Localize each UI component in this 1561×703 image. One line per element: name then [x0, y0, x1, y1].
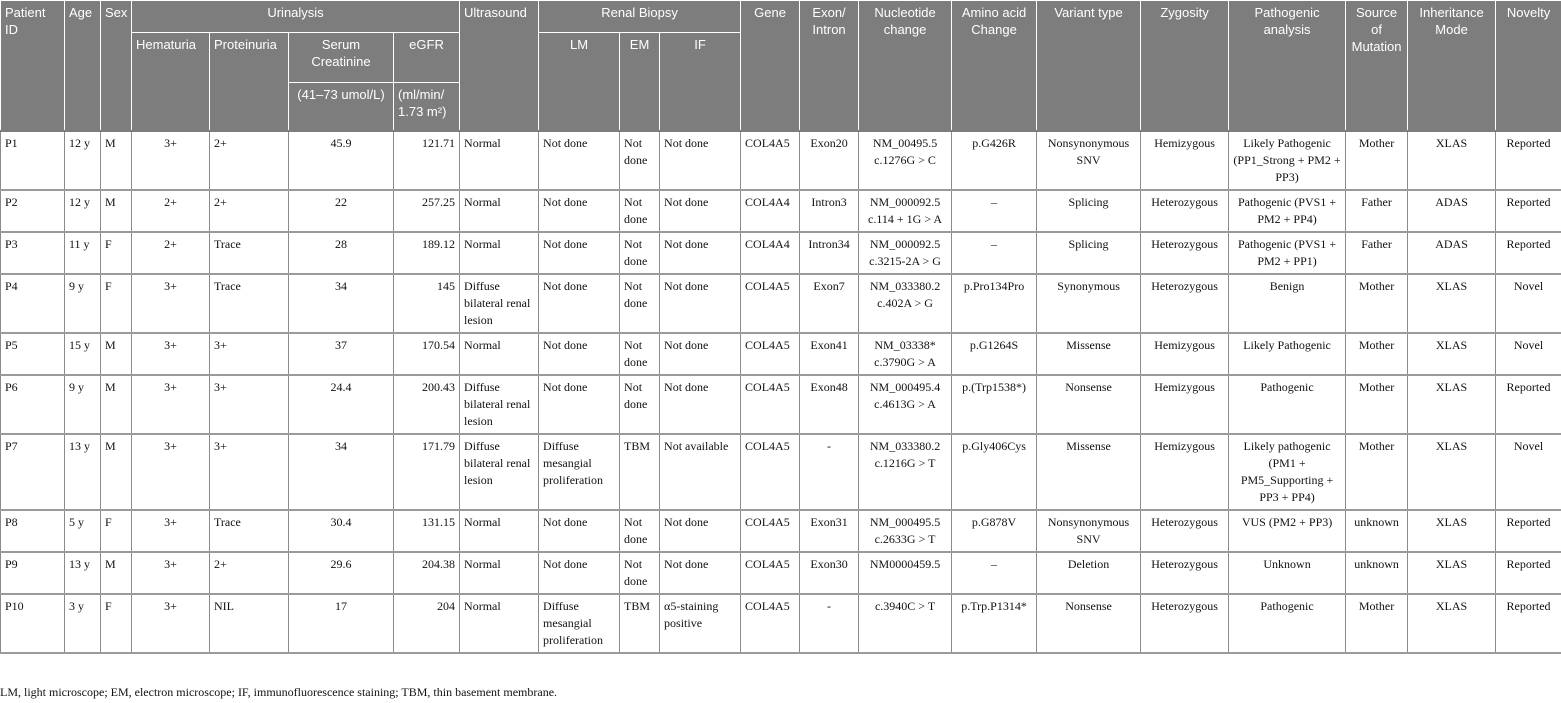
- cell-if: Not done: [660, 274, 741, 333]
- col-header-source-of-mutation: Source of Mutation: [1346, 1, 1408, 131]
- cell-novelty: Novel: [1496, 434, 1561, 510]
- cell-inheritance-mode: XLAS: [1408, 274, 1496, 333]
- col-header-hematuria: Hematuria: [132, 33, 210, 131]
- cell-amino-acid-change: –: [952, 552, 1037, 594]
- cell-age: 12 y: [65, 190, 101, 232]
- col-header-lm: LM: [539, 33, 620, 131]
- cell-em: Not done: [620, 131, 660, 190]
- cell-patient-id: P1: [1, 131, 65, 190]
- cell-serum-creatinine: 34: [289, 274, 394, 333]
- cell-variant-type: Nonsense: [1037, 375, 1141, 434]
- cell-exon-intron: Exon7: [800, 274, 859, 333]
- table-row: [1, 333, 1561, 375]
- cell-ultrasound: Diffuse bilateral renal lesion: [460, 274, 539, 333]
- cell-pathogenic-analysis: Pathogenic: [1229, 594, 1346, 653]
- table-row: [1, 434, 1561, 510]
- cell-ultrasound: Normal: [460, 510, 539, 552]
- cell-if: Not available: [660, 434, 741, 510]
- cell-variant-type: Missense: [1037, 434, 1141, 510]
- cell-lm: Not done: [539, 131, 620, 190]
- cell-exon-intron: Intron34: [800, 232, 859, 274]
- cell-egfr: 200.43: [394, 375, 460, 434]
- cell-hematuria: 3+: [132, 274, 210, 333]
- col-header-variant-type: Variant type: [1037, 1, 1141, 131]
- cell-serum-creatinine: 34: [289, 434, 394, 510]
- cell-em: Not done: [620, 232, 660, 274]
- cell-hematuria: 3+: [132, 434, 210, 510]
- cell-amino-acid-change: p.(Trp1538*): [952, 375, 1037, 434]
- cell-zygosity: Heterozygous: [1141, 274, 1229, 333]
- cell-patient-id: P8: [1, 510, 65, 552]
- col-header-gene: Gene: [741, 1, 800, 131]
- cell-zygosity: Heterozygous: [1141, 552, 1229, 594]
- cell-novelty: Reported: [1496, 594, 1561, 653]
- col-header-renal-biopsy: Renal Biopsy: [539, 1, 741, 33]
- cell-zygosity: Heterozygous: [1141, 510, 1229, 552]
- col-header-if: IF: [660, 33, 741, 131]
- cell-novelty: Reported: [1496, 375, 1561, 434]
- table-row: [1, 375, 1561, 434]
- cell-exon-intron: -: [800, 434, 859, 510]
- cell-sex: M: [101, 333, 132, 375]
- cell-zygosity: Heterozygous: [1141, 232, 1229, 274]
- cell-egfr: 189.12: [394, 232, 460, 274]
- col-header-proteinuria: Proteinuria: [210, 33, 289, 131]
- cell-pathogenic-analysis: Pathogenic (PVS1 + PM2 + PP1): [1229, 232, 1346, 274]
- cell-proteinuria: Trace: [210, 232, 289, 274]
- cell-gene: COL4A4: [741, 190, 800, 232]
- cell-proteinuria: 3+: [210, 333, 289, 375]
- cell-em: Not done: [620, 333, 660, 375]
- cell-proteinuria: Trace: [210, 274, 289, 333]
- cell-egfr: 257.25: [394, 190, 460, 232]
- col-header-age: Age: [65, 1, 101, 131]
- cell-lm: Not done: [539, 375, 620, 434]
- cell-proteinuria: 3+: [210, 375, 289, 434]
- col-header-serum-creatinine-unit: (41–73 umol/L): [289, 83, 394, 131]
- cell-lm: Not done: [539, 190, 620, 232]
- cell-amino-acid-change: –: [952, 190, 1037, 232]
- cell-source-of-mutation: Mother: [1346, 434, 1408, 510]
- cell-nucleotide-change: NM_000092.5 c.3215-2A > G: [859, 232, 952, 274]
- cell-egfr: 170.54: [394, 333, 460, 375]
- cell-ultrasound: Normal: [460, 552, 539, 594]
- cell-if: Not done: [660, 131, 741, 190]
- cell-if: α5-staining positive: [660, 594, 741, 653]
- cell-exon-intron: Intron3: [800, 190, 859, 232]
- cell-serum-creatinine: 17: [289, 594, 394, 653]
- cell-ultrasound: Normal: [460, 190, 539, 232]
- cell-em: Not done: [620, 552, 660, 594]
- table-row: [1, 232, 1561, 274]
- cell-source-of-mutation: Mother: [1346, 333, 1408, 375]
- cell-sex: F: [101, 232, 132, 274]
- cell-em: Not done: [620, 375, 660, 434]
- cell-gene: COL4A5: [741, 510, 800, 552]
- cell-if: Not done: [660, 232, 741, 274]
- cell-zygosity: Heterozygous: [1141, 190, 1229, 232]
- cell-inheritance-mode: XLAS: [1408, 434, 1496, 510]
- cell-lm: Not done: [539, 274, 620, 333]
- cell-ultrasound: Diffuse bilateral renal lesion: [460, 375, 539, 434]
- cell-ultrasound: Diffuse bilateral renal lesion: [460, 434, 539, 510]
- cell-nucleotide-change: NM_000495.4 c.4613G > A: [859, 375, 952, 434]
- cell-patient-id: P6: [1, 375, 65, 434]
- cell-variant-type: Missense: [1037, 333, 1141, 375]
- cell-pathogenic-analysis: VUS (PM2 + PP3): [1229, 510, 1346, 552]
- cell-nucleotide-change: NM_033380.2 c.402A > G: [859, 274, 952, 333]
- table-row: [1, 131, 1561, 190]
- cell-ultrasound: Normal: [460, 333, 539, 375]
- cell-variant-type: Nonsense: [1037, 594, 1141, 653]
- cell-variant-type: Nonsynonymous SNV: [1037, 510, 1141, 552]
- cell-patient-id: P5: [1, 333, 65, 375]
- cell-sex: F: [101, 594, 132, 653]
- cell-pathogenic-analysis: Likely Pathogenic: [1229, 333, 1346, 375]
- cell-em: TBM: [620, 594, 660, 653]
- cell-if: Not done: [660, 510, 741, 552]
- cell-serum-creatinine: 29.6: [289, 552, 394, 594]
- cell-exon-intron: Exon41: [800, 333, 859, 375]
- cell-source-of-mutation: Mother: [1346, 375, 1408, 434]
- cell-sex: M: [101, 190, 132, 232]
- table-body: [1, 131, 1561, 653]
- cell-novelty: Reported: [1496, 232, 1561, 274]
- cell-age: 9 y: [65, 274, 101, 333]
- cell-egfr: 131.15: [394, 510, 460, 552]
- cell-ultrasound: Normal: [460, 232, 539, 274]
- cell-pathogenic-analysis: Pathogenic: [1229, 375, 1346, 434]
- cell-variant-type: Deletion: [1037, 552, 1141, 594]
- cell-if: Not done: [660, 190, 741, 232]
- cell-hematuria: 3+: [132, 333, 210, 375]
- cell-proteinuria: 2+: [210, 190, 289, 232]
- cell-source-of-mutation: Mother: [1346, 131, 1408, 190]
- cell-amino-acid-change: p.Pro134Pro: [952, 274, 1037, 333]
- cell-if: Not done: [660, 375, 741, 434]
- cell-ultrasound: Normal: [460, 131, 539, 190]
- cell-exon-intron: Exon20: [800, 131, 859, 190]
- cell-variant-type: Splicing: [1037, 190, 1141, 232]
- cell-novelty: Novel: [1496, 333, 1561, 375]
- cell-em: TBM: [620, 434, 660, 510]
- cell-zygosity: Hemizygous: [1141, 375, 1229, 434]
- cell-lm: Not done: [539, 510, 620, 552]
- cell-serum-creatinine: 28: [289, 232, 394, 274]
- cell-zygosity: Hemizygous: [1141, 333, 1229, 375]
- cell-proteinuria: 2+: [210, 552, 289, 594]
- table-row: [1, 594, 1561, 653]
- cell-nucleotide-change: NM0000459.5: [859, 552, 952, 594]
- cell-serum-creatinine: 45.9: [289, 131, 394, 190]
- cell-hematuria: 2+: [132, 190, 210, 232]
- cell-age: 9 y: [65, 375, 101, 434]
- table-row: [1, 190, 1561, 232]
- cell-em: Not done: [620, 274, 660, 333]
- cell-inheritance-mode: XLAS: [1408, 510, 1496, 552]
- cell-gene: COL4A5: [741, 375, 800, 434]
- cell-inheritance-mode: XLAS: [1408, 131, 1496, 190]
- cell-nucleotide-change: NM_00495.5 c.1276G > C: [859, 131, 952, 190]
- cell-novelty: Reported: [1496, 552, 1561, 594]
- cell-inheritance-mode: ADAS: [1408, 190, 1496, 232]
- col-header-patient-id: Patient ID: [1, 1, 65, 131]
- cell-pathogenic-analysis: Unknown: [1229, 552, 1346, 594]
- cell-egfr: 121.71: [394, 131, 460, 190]
- cell-hematuria: 3+: [132, 552, 210, 594]
- cell-if: Not done: [660, 552, 741, 594]
- cell-age: 3 y: [65, 594, 101, 653]
- cell-novelty: Reported: [1496, 510, 1561, 552]
- cell-source-of-mutation: Mother: [1346, 274, 1408, 333]
- cell-gene: COL4A5: [741, 131, 800, 190]
- cell-hematuria: 2+: [132, 232, 210, 274]
- cell-pathogenic-analysis: Likely Pathogenic (PP1_Strong + PM2 + PP3): [1229, 131, 1346, 190]
- cell-zygosity: Hemizygous: [1141, 131, 1229, 190]
- col-header-amino-acid-change: Amino acid Change: [952, 1, 1037, 131]
- cell-serum-creatinine: 37: [289, 333, 394, 375]
- cell-exon-intron: Exon48: [800, 375, 859, 434]
- cell-if: Not done: [660, 333, 741, 375]
- col-header-ultrasound: Ultrasound: [460, 1, 539, 131]
- cell-variant-type: Splicing: [1037, 232, 1141, 274]
- cell-egfr: 171.79: [394, 434, 460, 510]
- cell-gene: COL4A4: [741, 232, 800, 274]
- cell-patient-id: P2: [1, 190, 65, 232]
- cell-exon-intron: -: [800, 594, 859, 653]
- cell-age: 12 y: [65, 131, 101, 190]
- cell-gene: COL4A5: [741, 434, 800, 510]
- cell-zygosity: Hemizygous: [1141, 434, 1229, 510]
- cell-nucleotide-change: c.3940C > T: [859, 594, 952, 653]
- cell-exon-intron: Exon30: [800, 552, 859, 594]
- cell-sex: M: [101, 375, 132, 434]
- cell-variant-type: Synonymous: [1037, 274, 1141, 333]
- cell-proteinuria: NIL: [210, 594, 289, 653]
- cell-gene: COL4A5: [741, 552, 800, 594]
- cell-gene: COL4A5: [741, 594, 800, 653]
- cell-em: Not done: [620, 190, 660, 232]
- cell-sex: M: [101, 434, 132, 510]
- cell-pathogenic-analysis: Benign: [1229, 274, 1346, 333]
- cell-serum-creatinine: 30.4: [289, 510, 394, 552]
- table-row: [1, 510, 1561, 552]
- cell-novelty: Reported: [1496, 131, 1561, 190]
- cell-age: 11 y: [65, 232, 101, 274]
- cell-proteinuria: 2+: [210, 131, 289, 190]
- cell-nucleotide-change: NM_000495.5 c.2633G > T: [859, 510, 952, 552]
- cell-lm: Diffuse mesangial proliferation: [539, 594, 620, 653]
- col-header-pathogenic-analysis: Pathogenic analysis: [1229, 1, 1346, 131]
- cell-source-of-mutation: unknown: [1346, 552, 1408, 594]
- cell-nucleotide-change: NM_03338* c.3790G > A: [859, 333, 952, 375]
- cell-exon-intron: Exon31: [800, 510, 859, 552]
- cell-lm: Diffuse mesangial proliferation: [539, 434, 620, 510]
- cell-nucleotide-change: NM_033380.2 c.1216G > T: [859, 434, 952, 510]
- cell-pathogenic-analysis: Likely pathogenic (PM1 + PM5_Supporting + PP3 + PP4): [1229, 434, 1346, 510]
- cell-source-of-mutation: Father: [1346, 232, 1408, 274]
- cell-patient-id: P4: [1, 274, 65, 333]
- cell-amino-acid-change: p.G878V: [952, 510, 1037, 552]
- cell-egfr: 204.38: [394, 552, 460, 594]
- cell-sex: M: [101, 131, 132, 190]
- cell-lm: Not done: [539, 232, 620, 274]
- cell-nucleotide-change: NM_000092.5 c.114 + 1G > A: [859, 190, 952, 232]
- cell-age: 5 y: [65, 510, 101, 552]
- cell-inheritance-mode: XLAS: [1408, 552, 1496, 594]
- cell-proteinuria: Trace: [210, 510, 289, 552]
- cell-hematuria: 3+: [132, 594, 210, 653]
- cell-novelty: Novel: [1496, 274, 1561, 333]
- cell-source-of-mutation: Mother: [1346, 594, 1408, 653]
- cell-patient-id: P3: [1, 232, 65, 274]
- cell-pathogenic-analysis: Pathogenic (PVS1 + PM2 + PP4): [1229, 190, 1346, 232]
- table-footnote: LM, light microscope; EM, electron microscope; IF, immunofluorescence staining; TBM, thin basement membrane.: [0, 685, 558, 699]
- cell-amino-acid-change: –: [952, 232, 1037, 274]
- cell-amino-acid-change: p.G1264S: [952, 333, 1037, 375]
- cell-amino-acid-change: p.Gly406Cys: [952, 434, 1037, 510]
- col-header-nucleotide-change: Nucleotide change: [859, 1, 952, 131]
- cell-gene: COL4A5: [741, 274, 800, 333]
- col-header-novelty: Novelty: [1496, 1, 1561, 131]
- cell-sex: M: [101, 552, 132, 594]
- cell-age: 15 y: [65, 333, 101, 375]
- col-header-zygosity: Zygosity: [1141, 1, 1229, 131]
- cell-serum-creatinine: 24.4: [289, 375, 394, 434]
- cell-amino-acid-change: p.Trp.P1314*: [952, 594, 1037, 653]
- col-header-serum-creatinine: Serum Creatinine: [289, 33, 394, 83]
- cell-hematuria: 3+: [132, 510, 210, 552]
- cell-amino-acid-change: p.G426R: [952, 131, 1037, 190]
- cell-age: 13 y: [65, 552, 101, 594]
- cell-egfr: 145: [394, 274, 460, 333]
- cell-patient-id: P7: [1, 434, 65, 510]
- cell-lm: Not done: [539, 333, 620, 375]
- cell-patient-id: P10: [1, 594, 65, 653]
- col-header-egfr-unit: (ml/min/ 1.73 m²): [394, 83, 460, 131]
- cell-hematuria: 3+: [132, 375, 210, 434]
- cell-zygosity: Heterozygous: [1141, 594, 1229, 653]
- cell-gene: COL4A5: [741, 333, 800, 375]
- cell-novelty: Reported: [1496, 190, 1561, 232]
- cell-egfr: 204: [394, 594, 460, 653]
- col-header-urinalysis: Urinalysis: [132, 1, 460, 33]
- cell-sex: F: [101, 274, 132, 333]
- table-row: [1, 274, 1561, 333]
- cell-inheritance-mode: XLAS: [1408, 333, 1496, 375]
- col-header-em: EM: [620, 33, 660, 131]
- cell-em: Not done: [620, 510, 660, 552]
- cell-patient-id: P9: [1, 552, 65, 594]
- cell-variant-type: Nonsynonymous SNV: [1037, 131, 1141, 190]
- table-row: [1, 552, 1561, 594]
- cell-age: 13 y: [65, 434, 101, 510]
- cell-proteinuria: 3+: [210, 434, 289, 510]
- col-header-exon-intron: Exon/ Intron: [800, 1, 859, 131]
- col-header-sex: Sex: [101, 1, 132, 131]
- cell-lm: Not done: [539, 552, 620, 594]
- cell-hematuria: 3+: [132, 131, 210, 190]
- cell-serum-creatinine: 22: [289, 190, 394, 232]
- col-header-inheritance-mode: Inheritance Mode: [1408, 1, 1496, 131]
- cell-ultrasound: Normal: [460, 594, 539, 653]
- cell-sex: F: [101, 510, 132, 552]
- cell-inheritance-mode: XLAS: [1408, 375, 1496, 434]
- cell-source-of-mutation: Father: [1346, 190, 1408, 232]
- cell-inheritance-mode: XLAS: [1408, 594, 1496, 653]
- col-header-egfr: eGFR: [394, 33, 460, 83]
- cell-inheritance-mode: ADAS: [1408, 232, 1496, 274]
- cell-source-of-mutation: unknown: [1346, 510, 1408, 552]
